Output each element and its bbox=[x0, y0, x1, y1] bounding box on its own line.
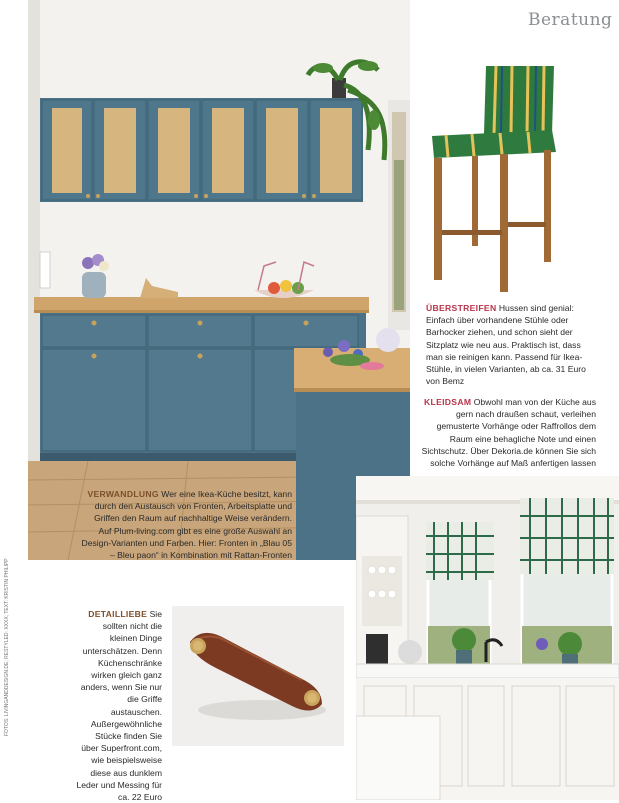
caption-text: Obwohl man von der Küche aus gern nach draußen schaut, verleihen gemusterte Vorhänge oder Raffrollos dem Raum eine behagliche Note und einen Sichtschutz. Über Dekoria.de können Sie sich solche Vorhänge auf Maß anfertigen lassen bbox=[421, 397, 596, 469]
caption-keyword: DETAILLIEBE bbox=[88, 609, 148, 619]
caption-ueberstreifen bbox=[426, 302, 596, 387]
kitchen-photo-white bbox=[356, 476, 619, 800]
caption-text: Wer eine Ikea-Küche besitzt, kann durch den Austausch von Fronten, Arbeitsplatte und Griffen den Raum auf nachhaltige Weise verändern. Auf Plum-living.com gibt es eine große Auswahl an Design-Varianten und Farben. Hier: Fronten in „Blau 05 – Bleu paon“ in Kombination mit Rattan-Fronten bbox=[81, 489, 292, 561]
photo-credit: FOTOS: LIVINGANDDESIGN.DE; RESTYLED: XXXX; TEXT: KRISTIN PHILIPP bbox=[4, 558, 10, 736]
caption-keyword: VERWANDLUNG bbox=[87, 489, 159, 499]
section-label: Beratung bbox=[528, 10, 613, 30]
caption-text: Hussen sind genial: Einfach über vorhandene Stühle oder Barhocker ziehen, und schon sieht der Sitzplatz wie neu aus. Praktisch ist, dass man sie reinigen kann. Passend für Ikea-Stühle, in vielen Varianten, ab ca. 31 Euro von Bemz bbox=[426, 303, 586, 387]
upper-cabinets bbox=[40, 98, 363, 202]
caption-detailliebe bbox=[76, 608, 162, 803]
caption-keyword: ÜBERSTREIFEN bbox=[426, 303, 497, 313]
caption-kleidsam bbox=[420, 396, 596, 469]
caption-verwandlung bbox=[80, 488, 292, 561]
leather-handle-photo bbox=[172, 606, 344, 746]
caption-text: Sie sollten nicht die kleinen Dinge unterschätzen. Denn Küchenschränke wirken gleich ganz anders, wenn Sie nur die Griffe austauschen. Außergewöhnliche Stücke finden Sie über Superfront.com, wie beispielsweise diese aus dunklem Leder und Messing für ca. 22 Euro bbox=[76, 609, 162, 803]
caption-keyword: KLEIDSAM bbox=[424, 397, 472, 407]
roman-blind-right bbox=[520, 498, 614, 574]
kitchen-photo-blue bbox=[28, 0, 410, 560]
bar-stool-photo bbox=[426, 62, 561, 294]
roman-blind-left bbox=[426, 522, 494, 580]
